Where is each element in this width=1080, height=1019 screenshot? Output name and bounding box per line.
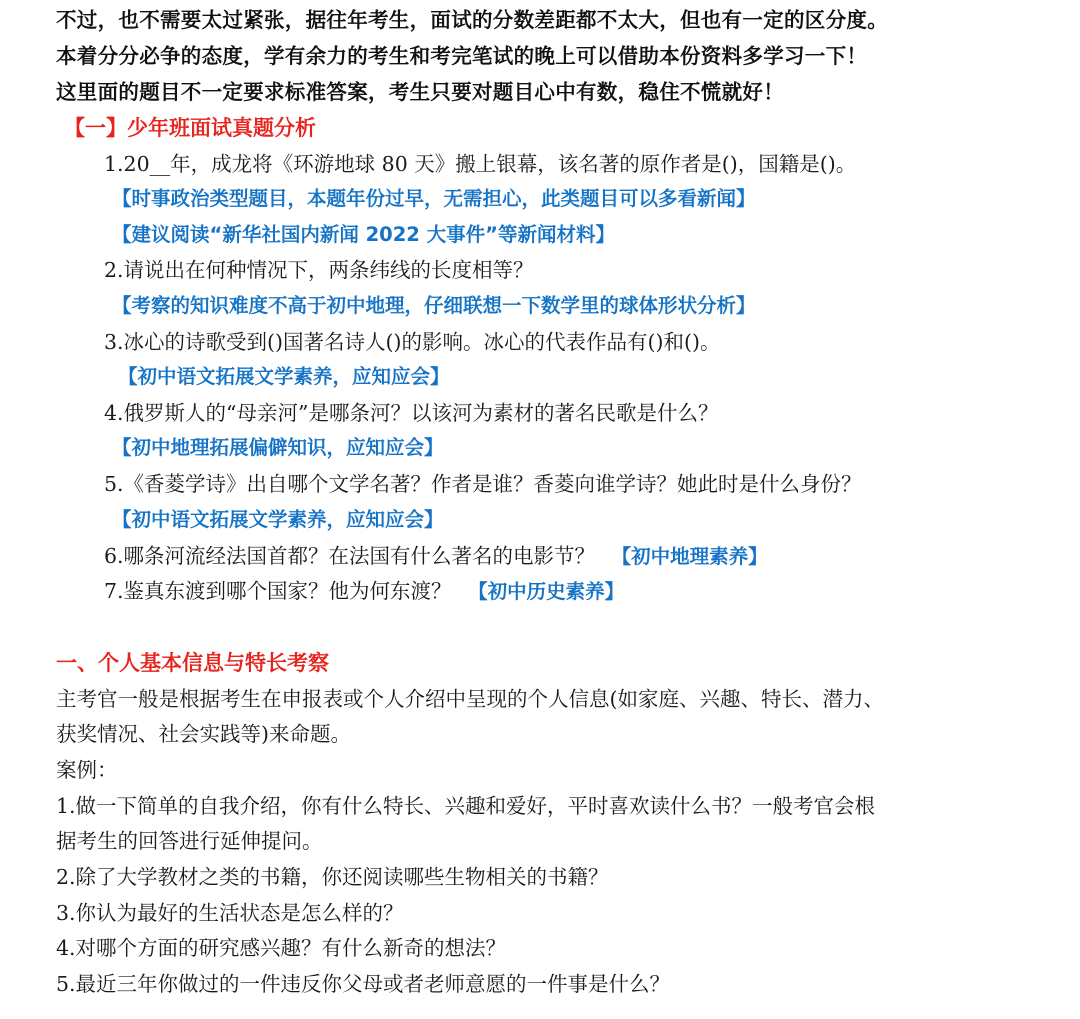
- case-item-3: 3.你认为最好的生活状态是怎么样的？: [56, 901, 404, 925]
- question-2: 2.请说出在何种情况下，两条纬线的长度相等？: [104, 258, 534, 282]
- question-6-note: 【初中地理素养】: [611, 545, 768, 568]
- section2-paragraph-line-1: 主考官一般是根据考生在申报表或个人介绍中呈现的个人信息(如家庭、兴趣、特长、潜力、: [56, 687, 884, 711]
- question-5-note: 【初中语文拓展文学素养，应知应会】: [112, 508, 444, 531]
- case-item-5: 5.最近三年你做过的一件违反你父母或者老师意愿的一件事是什么？: [56, 972, 671, 996]
- question-1: 1.20__年，成龙将《环游地球 80 天》搬上银幕，该名著的原作者是()，国籍是()。: [104, 152, 857, 176]
- section2-heading: 一、个人基本信息与特长考察: [56, 651, 329, 675]
- case-item-1-line-1: 1.做一下简单的自我介绍，你有什么特长、兴趣和爱好，平时喜欢读什么书？一般考官会根: [56, 794, 876, 818]
- intro-line-1: 不过，也不需要太过紧张，据往年考生，面试的分数差距都不太大，但也有一定的区分度。: [56, 8, 888, 32]
- question-5: 5.《香菱学诗》出自哪个文学名著？作者是谁？香菱向谁学诗？她此时是什么身份？: [104, 472, 862, 496]
- question-2-note: 【考察的知识难度不高于初中地理，仔细联想一下数学里的球体形状分析】: [112, 294, 756, 317]
- question-4-note: 【初中地理拓展偏僻知识，应知应会】: [112, 436, 444, 459]
- question-3-note: 【初中语文拓展文学素养，应知应会】: [118, 365, 450, 388]
- case-item-1-line-2: 据考生的回答进行延伸提问。: [56, 829, 323, 853]
- question-3: 3.冰心的诗歌受到()国著名诗人()的影响。冰心的代表作品有()和()。: [104, 330, 721, 354]
- question-6-text: 6.哪条河流经法国首都？在法国有什么著名的电影节？: [104, 544, 596, 568]
- question-7-note: 【初中历史素养】: [468, 580, 625, 603]
- case-label: 案例：: [56, 758, 118, 782]
- question-4: 4.俄罗斯人的“母亲河”是哪条河？以该河为素材的著名民歌是什么？: [104, 401, 719, 425]
- section1-heading: 【一】少年班面试真题分析: [64, 116, 316, 140]
- intro-line-3: 这里面的题目不一定要求标准答案，考生只要对题目心中有数，稳住不慌就好！: [56, 80, 784, 104]
- section2-paragraph-line-2: 获奖情况、社会实践等)来命题。: [56, 722, 351, 746]
- case-item-2: 2.除了大学教材之类的书籍，你还阅读哪些生物相关的书籍？: [56, 865, 609, 889]
- question-6: [104, 540, 768, 573]
- question-7-text: 7.鉴真东渡到哪个国家？他为何东渡？: [104, 579, 452, 603]
- question-1-note-2: 【建议阅读“新华社国内新闻 2022 大事件”等新闻材料】: [112, 223, 615, 246]
- question-7: [104, 575, 624, 608]
- case-item-4: 4.对哪个方面的研究感兴趣？有什么新奇的想法？: [56, 936, 507, 960]
- question-1-note-1: 【时事政治类型题目，本题年份过早，无需担心，此类题目可以多看新闻】: [112, 187, 756, 210]
- intro-line-2: 本着分分必争的态度，学有余力的考生和考完笔试的晚上可以借助本份资料多学习一下！: [56, 44, 868, 68]
